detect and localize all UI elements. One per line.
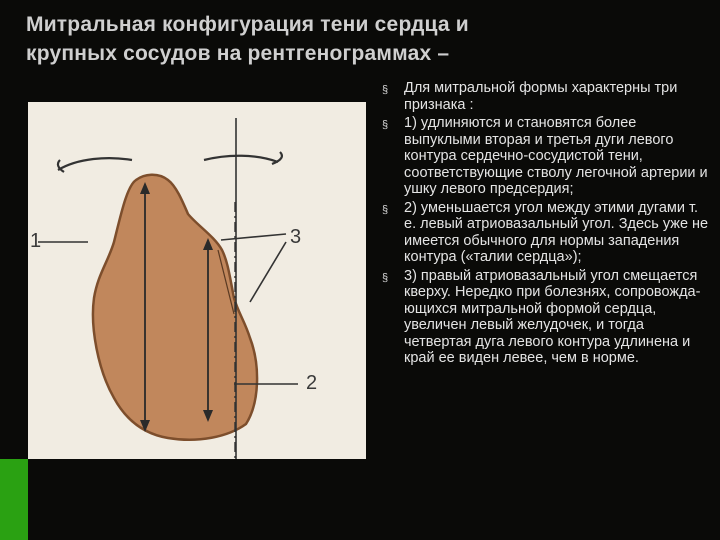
label-3-leader-upper — [221, 234, 286, 240]
accent-bar — [0, 459, 28, 540]
bullet-item — [382, 80, 712, 113]
bullet-item — [382, 200, 712, 266]
label-3-leader-lower — [250, 242, 286, 302]
bullet-text: 3) правый атриовазальный угол смещается кверху. Нередко при болезнях, сопровожда-ющихся митральной формой сердца, увеличен левый желудочек, и тогда четвертая дуга левого контура удлинена и край ее виден левее, чем в норме. — [404, 267, 701, 366]
bullet-text: 1) удлиняются и становятся более выпуклыми вторая и третья дуги левого контура сердечно-сосудистой тени, соответствующие стволу легочной артерии и ушку левого предсердия; — [404, 115, 708, 197]
bullet-item — [382, 115, 712, 198]
bullet-square-icon: § — [382, 119, 389, 131]
right-clavicle-hook — [272, 152, 282, 164]
label-1: 1 — [30, 230, 42, 252]
bullet-text: 2) уменьшается угол между этими дугами т. е. левый атриовазальный угол. Здесь уже не имеется обычного для нормы западения контура («талии сердца»); — [404, 199, 709, 265]
right-clavicle-line — [204, 156, 278, 162]
heart-shadow-illustration — [28, 102, 366, 459]
slide-title — [26, 10, 706, 68]
bullet-text: Для митральной формы характерны три признака : — [404, 80, 678, 113]
bullet-square-icon: § — [382, 203, 389, 216]
bullet-square-icon: § — [382, 84, 389, 96]
bullet-item — [382, 268, 712, 367]
label-2: 2 — [306, 372, 318, 394]
heart-shadow-drawing — [28, 102, 366, 459]
title-line-1: Митральная конфигурация тени сердца и — [26, 13, 469, 36]
label-3: 3 — [290, 226, 302, 248]
bullet-square-icon: § — [382, 271, 389, 284]
bullet-list — [382, 80, 712, 367]
left-clavicle-line — [58, 158, 132, 170]
title-line-2: крупных сосудов на рентгенограммах – — [26, 42, 450, 65]
